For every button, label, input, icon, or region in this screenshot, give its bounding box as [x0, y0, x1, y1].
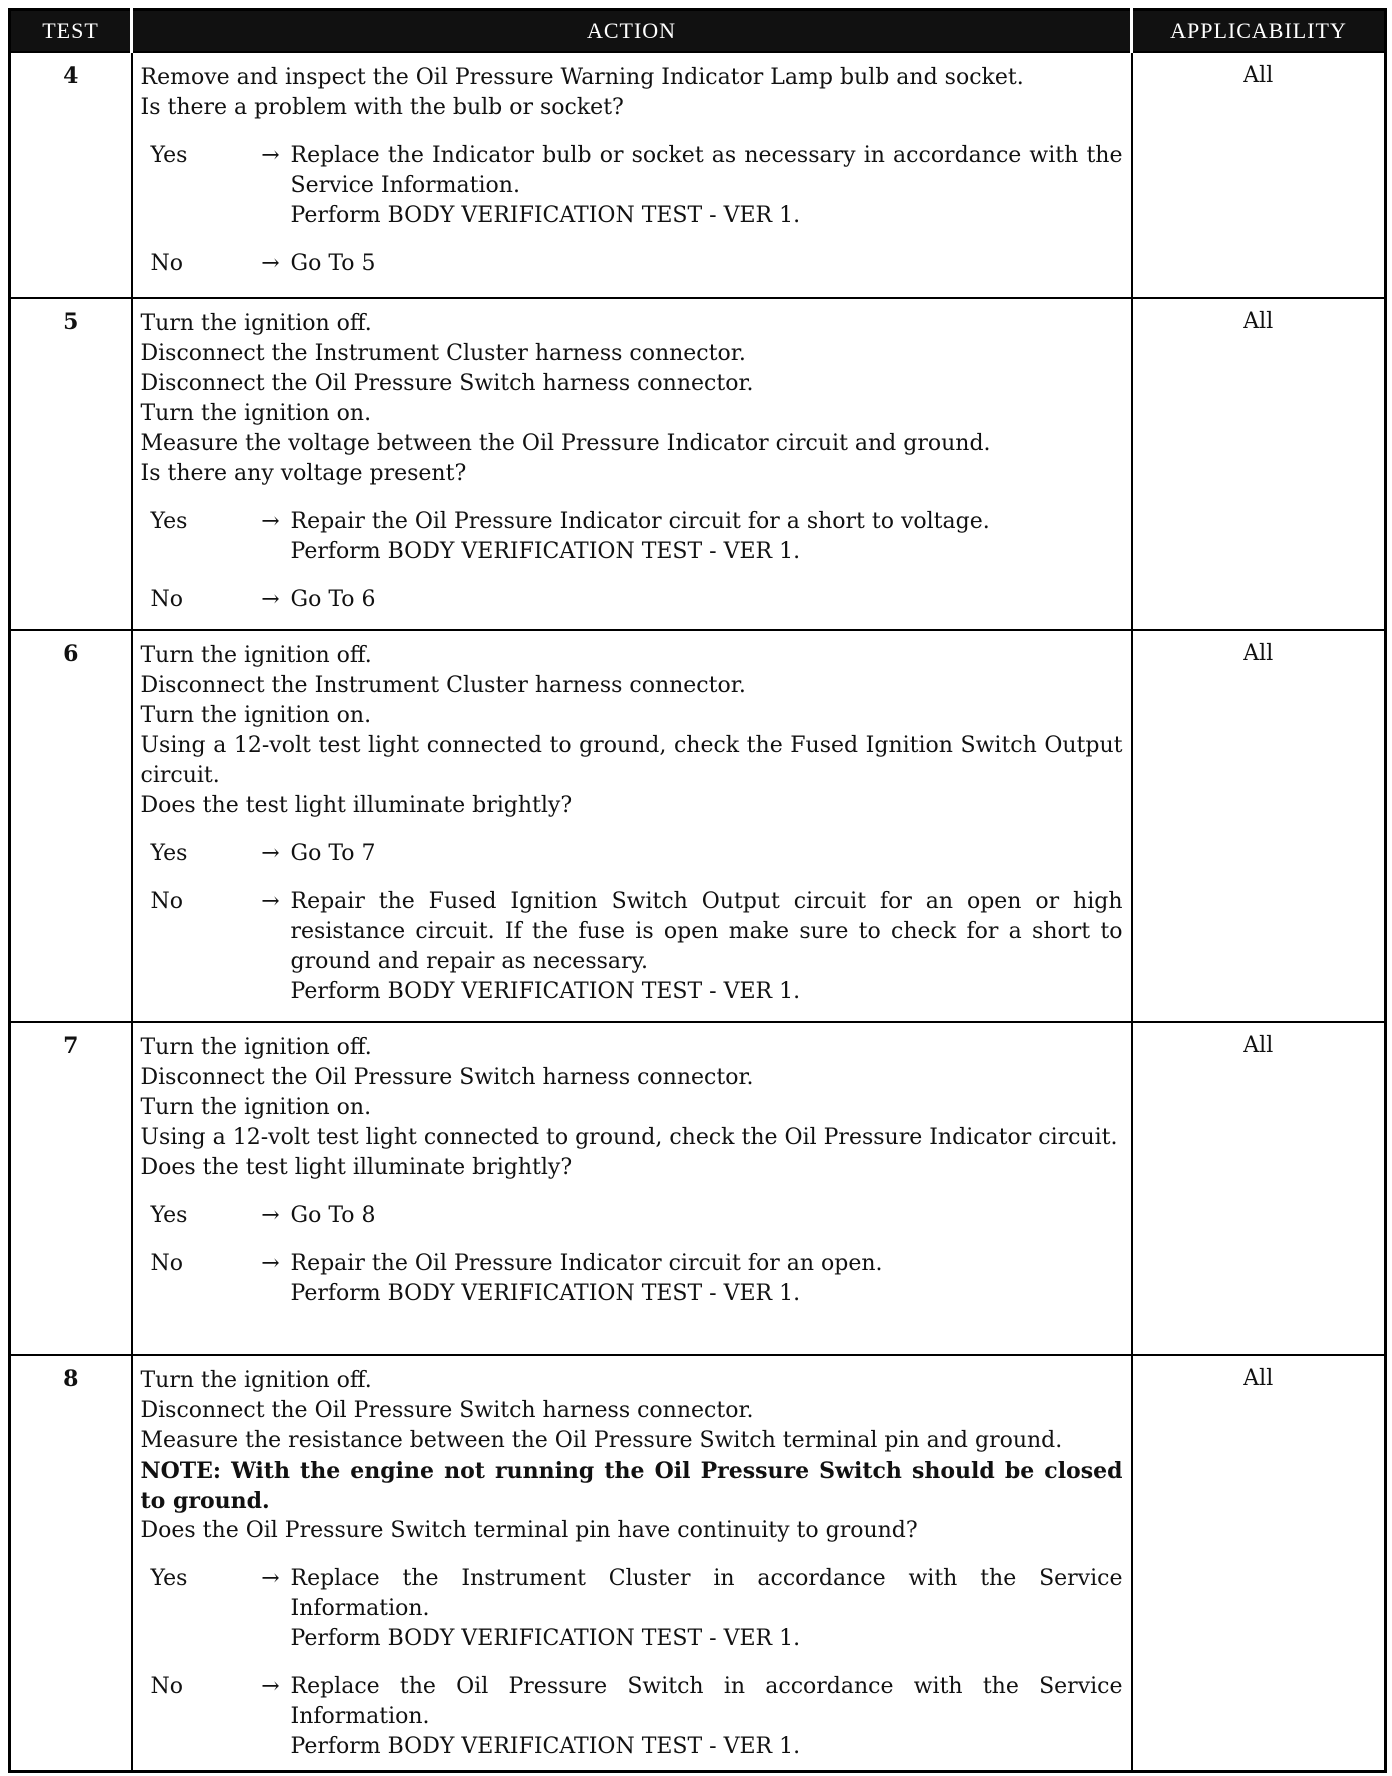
table-row	[10, 1355, 1386, 1772]
result-line: Perform BODY VERIFICATION TEST - VER 1.	[290, 1626, 801, 1651]
action-step: Turn the ignition on.	[140, 1095, 372, 1120]
result-line: Repair the Fused Ignition Switch Output circuit for an open or high resistance circuit. If the fuse is open make sure to check for a short to ground and repair as necessary.	[290, 889, 1123, 974]
table-row	[10, 52, 1386, 298]
action-step: Disconnect the Oil Pressure Switch harness connector.	[140, 371, 754, 396]
arrow-icon: →	[261, 1566, 280, 1591]
yes-branch	[141, 141, 1123, 231]
action-cell	[132, 630, 1132, 1022]
action-cell	[132, 1355, 1132, 1772]
yes-label: Yes	[150, 841, 188, 866]
arrow-icon: →	[261, 509, 280, 534]
action-step: Turn the ignition off.	[140, 1035, 372, 1060]
no-label: No	[150, 251, 183, 276]
diagnostic-table	[8, 8, 1387, 1773]
applicability-value: All	[1132, 52, 1386, 298]
no-branch	[141, 585, 1123, 615]
action-step: Turn the ignition off.	[140, 1368, 372, 1393]
yes-label: Yes	[150, 143, 188, 168]
no-label: No	[150, 587, 183, 612]
test-number: 5	[10, 298, 132, 630]
action-cell	[132, 52, 1132, 298]
test-number: 4	[10, 52, 132, 298]
table-header-row	[10, 10, 1386, 53]
action-step: Turn the ignition on.	[140, 703, 372, 728]
no-branch	[141, 249, 1123, 279]
result-line: Repair the Oil Pressure Indicator circuit for an open.	[290, 1251, 883, 1276]
action-question: Does the test light illuminate brightly?	[140, 793, 573, 818]
no-result	[291, 249, 1123, 279]
result-line: Replace the Instrument Cluster in accordance with the Service Information.	[290, 1566, 1123, 1621]
action-step: Remove and inspect the Oil Pressure Warning Indicator Lamp bulb and socket.	[140, 65, 1024, 90]
result-line: Replace the Oil Pressure Switch in accordance with the Service Information.	[290, 1674, 1123, 1729]
no-branch	[141, 887, 1123, 1007]
no-label: No	[150, 1674, 183, 1699]
arrow-icon: →	[261, 251, 280, 276]
yes-label: Yes	[150, 509, 188, 534]
no-result	[291, 887, 1123, 1007]
action-question: Does the Oil Pressure Switch terminal pin have continuity to ground?	[140, 1518, 918, 1543]
test-number: 6	[10, 630, 132, 1022]
header-action: ACTION	[132, 10, 1132, 53]
yes-branch	[141, 1564, 1123, 1654]
result-line: Replace the Indicator bulb or socket as necessary in accordance with the Service Information.	[290, 143, 1123, 198]
result-line: Go To 7	[290, 841, 376, 866]
action-step: Disconnect the Instrument Cluster harness connector.	[140, 673, 746, 698]
action-cell	[132, 1022, 1132, 1355]
no-result	[291, 585, 1123, 615]
header-test: TEST	[10, 10, 132, 53]
no-branch	[141, 1249, 1123, 1309]
yes-branch	[141, 839, 1123, 869]
action-question: Is there a problem with the bulb or socket?	[140, 95, 624, 120]
arrow-icon: →	[261, 841, 280, 866]
result-line: Perform BODY VERIFICATION TEST - VER 1.	[290, 979, 801, 1004]
action-step: Turn the ignition on.	[140, 401, 372, 426]
action-step: Using a 12-volt test light connected to ground, check the Oil Pressure Indicator circuit.	[140, 1125, 1118, 1150]
result-line: Go To 8	[290, 1203, 376, 1228]
result-line: Perform BODY VERIFICATION TEST - VER 1.	[290, 1281, 801, 1306]
table-row	[10, 298, 1386, 630]
action-step: Disconnect the Instrument Cluster harness connector.	[140, 341, 746, 366]
note-text: NOTE: With the engine not running the Oil Pressure Switch should be closed to ground.	[140, 1458, 1123, 1514]
result-line: Go To 5	[290, 251, 376, 276]
no-result	[291, 1672, 1123, 1762]
result-line: Repair the Oil Pressure Indicator circuit for a short to voltage.	[290, 509, 990, 534]
no-label: No	[150, 1251, 183, 1276]
action-step: Turn the ignition off.	[140, 311, 372, 336]
no-label: No	[150, 889, 183, 914]
yes-result	[291, 507, 1123, 567]
action-step: Disconnect the Oil Pressure Switch harness connector.	[140, 1065, 754, 1090]
table-row	[10, 630, 1386, 1022]
result-line: Perform BODY VERIFICATION TEST - VER 1.	[290, 539, 801, 564]
table-row	[10, 1022, 1386, 1355]
result-line: Perform BODY VERIFICATION TEST - VER 1.	[290, 1734, 801, 1759]
header-applicability: APPLICABILITY	[1132, 10, 1386, 53]
test-number: 8	[10, 1355, 132, 1772]
result-line: Perform BODY VERIFICATION TEST - VER 1.	[290, 203, 801, 228]
yes-result	[291, 141, 1123, 231]
arrow-icon: →	[261, 143, 280, 168]
action-step: Turn the ignition off.	[140, 643, 372, 668]
yes-result	[291, 1201, 1123, 1231]
yes-result	[291, 839, 1123, 869]
yes-label: Yes	[150, 1566, 188, 1591]
yes-branch	[141, 1201, 1123, 1231]
action-cell	[132, 298, 1132, 630]
action-question: Does the test light illuminate brightly?	[140, 1155, 573, 1180]
arrow-icon: →	[261, 889, 280, 914]
arrow-icon: →	[261, 587, 280, 612]
yes-result	[291, 1564, 1123, 1654]
action-step: Measure the resistance between the Oil Pressure Switch terminal pin and ground.	[140, 1428, 1063, 1453]
action-step: Disconnect the Oil Pressure Switch harness connector.	[140, 1398, 754, 1423]
arrow-icon: →	[261, 1251, 280, 1276]
arrow-icon: →	[261, 1203, 280, 1228]
action-step: Measure the voltage between the Oil Pressure Indicator circuit and ground.	[140, 431, 991, 456]
yes-label: Yes	[150, 1203, 188, 1228]
applicability-value: All	[1132, 298, 1386, 630]
test-number: 7	[10, 1022, 132, 1355]
action-question: Is there any voltage present?	[140, 461, 467, 486]
applicability-value: All	[1132, 1355, 1386, 1772]
yes-branch	[141, 507, 1123, 567]
result-line: Go To 6	[290, 587, 376, 612]
no-branch	[141, 1672, 1123, 1762]
action-step: Using a 12-volt test light connected to ground, check the Fused Ignition Switch Output circuit.	[140, 733, 1123, 788]
applicability-value: All	[1132, 630, 1386, 1022]
arrow-icon: →	[261, 1674, 280, 1699]
applicability-value: All	[1132, 1022, 1386, 1355]
no-result	[291, 1249, 1123, 1309]
